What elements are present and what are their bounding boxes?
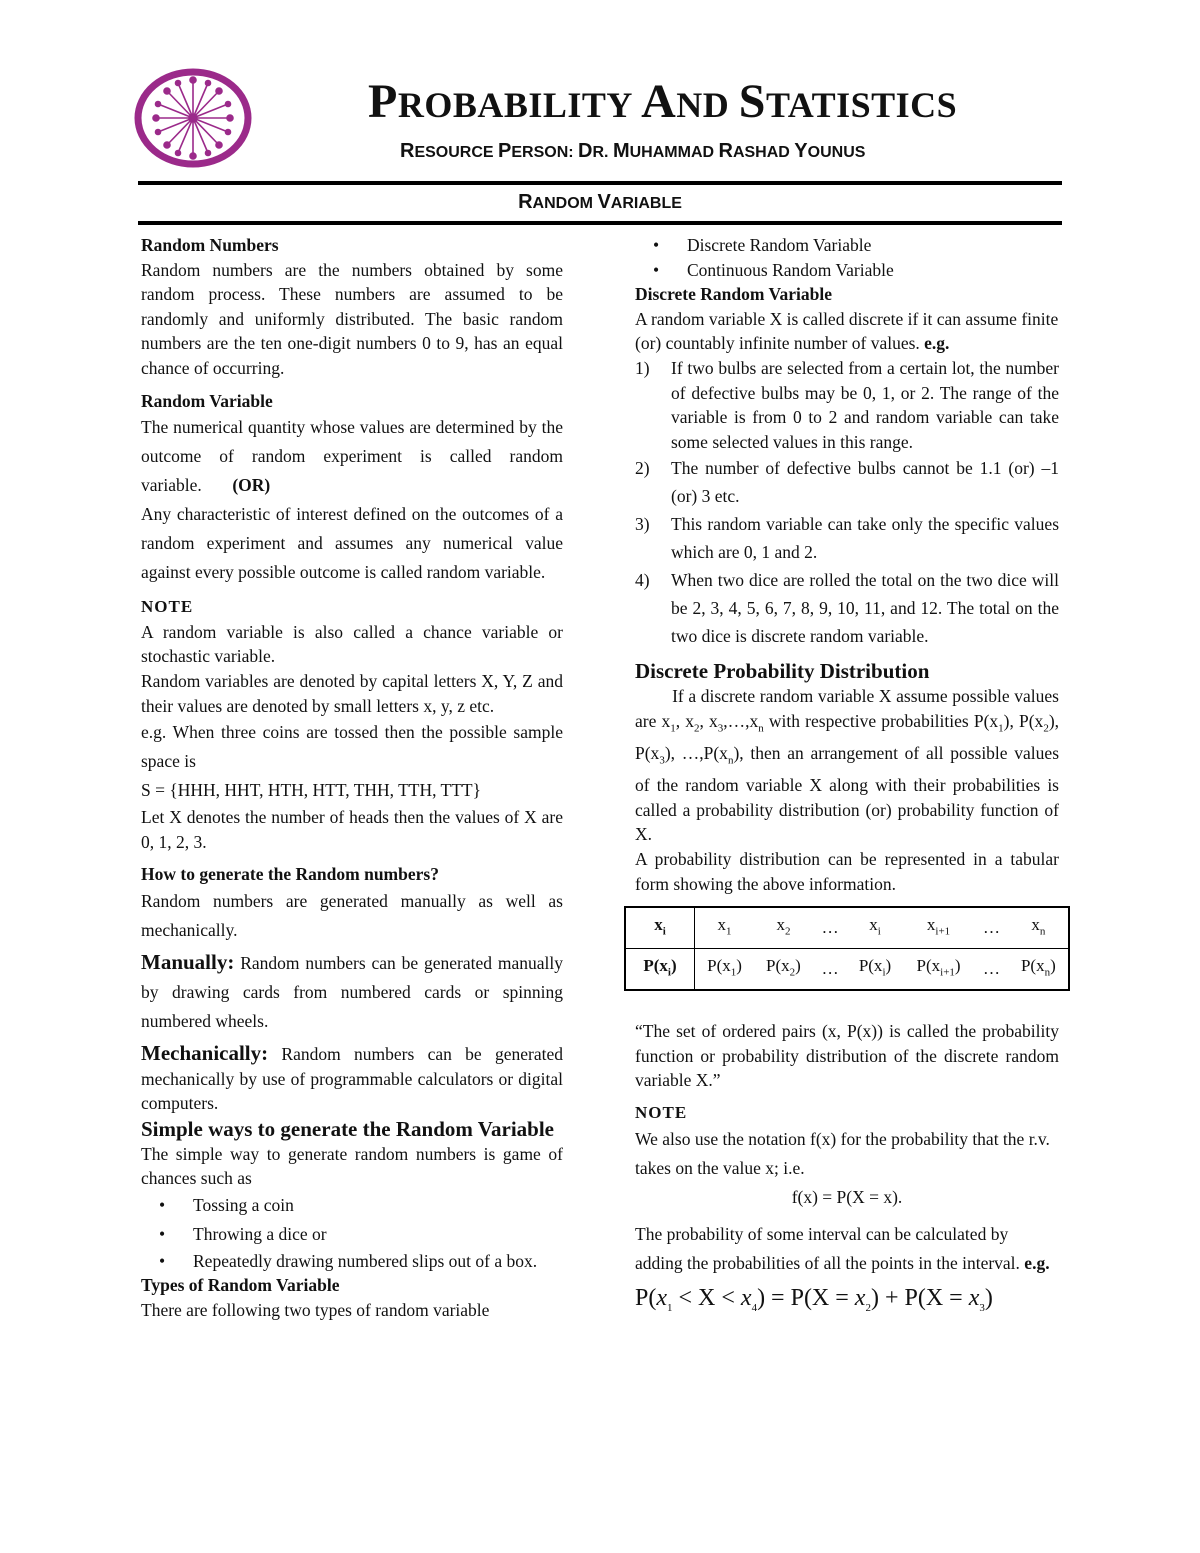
generate-heading: How to generate the Random numbers? bbox=[141, 864, 439, 885]
table-header-cell: $P(x_i)$ bbox=[625, 949, 695, 991]
table-cell: $x_{i+1}$ bbox=[903, 907, 975, 949]
table-cell: … bbox=[813, 907, 847, 949]
distribution-text: If a discrete random variable X assume possible values are $x_1$, $x_2$, $x_3,\dots,x_n$ with respective probabilities $P(x_1)$, $P(x_2)$, $P(x_3)$, $\dots,P(x_n)$, then an arrangement of all possible values of the random variable X along with their probabilities is called a probability distribution (or) probability function of X. bbox=[635, 686, 1060, 845]
distribution-text-2: A probability distribution can be represented in a tabular form showing the above information. bbox=[635, 848, 1059, 894]
note-text-2: Random variables are denoted by capital letters X, Y, Z and their values are denoted by small letters x, y, z etc. bbox=[141, 670, 563, 716]
note-formula: f(x) = P(X = x). bbox=[791, 1187, 903, 1208]
note-text-3: e.g. When three coins are tossed then the possible sample space is bbox=[141, 722, 563, 772]
list-item: • Repeatedly drawing numbered slips out of a box. bbox=[141, 1249, 563, 1274]
right-column bbox=[635, 233, 1059, 1321]
random-variable-alt-definition: Any characteristic of interest defined on the outcomes of a random experiment and assumes any numerical value against every possible outcome is called random variable. bbox=[141, 504, 563, 583]
simple-ways-list bbox=[141, 1191, 563, 1274]
resource-person: RESOURCE PERSON: DR. MUHAMMAD RASHAD YOUNUS bbox=[400, 140, 866, 162]
random-variable-definition: The numerical quantity whose values are determined by the outcome of random experiment is called random variable. (OR) bbox=[141, 417, 563, 496]
types-list bbox=[635, 233, 1059, 282]
list-item: • Tossing a coin bbox=[141, 1191, 563, 1220]
probability-table bbox=[624, 906, 1070, 991]
note-heading: NOTE bbox=[635, 1102, 688, 1122]
generate-text: Random numbers are generated manually as well as mechanically. bbox=[141, 890, 563, 940]
logo-icon bbox=[134, 68, 252, 168]
note-text-1: A random variable is also called a chance variable or stochastic variable. bbox=[141, 621, 563, 667]
table-cell: … bbox=[983, 958, 1001, 978]
simple-ways-heading: Simple ways to generate the Random Variable bbox=[141, 1116, 554, 1141]
table-cell: $P(x_{i+1})$ bbox=[916, 955, 961, 978]
table-cell: $x_1$ bbox=[695, 907, 755, 949]
table-cell: … bbox=[974, 907, 1008, 949]
mechanically-paragraph: Mechanically: Random numbers can be generated mechanically by use of programmable calculators or digital computers. bbox=[141, 1040, 563, 1114]
table-cell: … bbox=[821, 958, 839, 978]
distribution-heading: Discrete Probability Distribution bbox=[635, 659, 930, 684]
quote-text: “The set of ordered pairs (x, P(x)) is called the probability function or probability distribution of the discrete random variable X.” bbox=[635, 1021, 1059, 1091]
table-cell: $P(x_1)$ bbox=[707, 955, 742, 978]
simple-ways-text: The simple way to generate random numbers is game of chances such as bbox=[141, 1143, 563, 1189]
list-item: 1) If two bulbs are selected from a certain lot, the number of defective bulbs may be 0, 1, or 2. The range of the variable is from 0 to 2 and random variable can take some selected values in this range. bbox=[635, 357, 1059, 452]
list-item: 4) When two dice are rolled the total on the two dice will be 2, 3, 4, 5, 6, 7, 8, 9, 10, 11, and 12. The total on the two dice is discrete random variable. bbox=[635, 570, 1059, 647]
list-item: • Throwing a dice or bbox=[141, 1220, 563, 1249]
examples-list bbox=[635, 356, 1059, 650]
list-item: 2) The number of defective bulbs cannot be 1.1 (or) –1 (or) 3 etc. bbox=[635, 458, 1059, 507]
table-cell: $x_n$ bbox=[1009, 907, 1069, 949]
types-text: There are following two types of random variable bbox=[141, 1300, 490, 1321]
list-item: • Discrete Random Variable bbox=[635, 233, 1059, 258]
random-numbers-heading: Random Numbers bbox=[141, 235, 279, 255]
random-numbers-text: Random numbers are the numbers obtained by some random process. These numbers are assumed to be randomly and uniformly distributed. The basic random numbers are the ten one-digit numbers 0 to 9, has an equal chance of occurring. bbox=[141, 259, 563, 378]
types-heading: Types of Random Variable bbox=[141, 1275, 340, 1296]
left-column bbox=[141, 233, 563, 1323]
bottom-divider bbox=[138, 221, 1062, 225]
table-cell: $x_i$ bbox=[847, 907, 903, 949]
top-divider bbox=[138, 181, 1062, 185]
table-row bbox=[625, 907, 1069, 949]
table-row bbox=[625, 949, 1069, 991]
sample-space: S = {HHH, HHT, HTH, HTT, THH, TTH, TTT} bbox=[141, 780, 482, 801]
interval-formula: $P(x_1 < X < x_4) = P(X = x_2) + P(X = x_3)$ bbox=[635, 1285, 993, 1315]
table-cell: $P(x_2)$ bbox=[766, 955, 801, 978]
table-cell: $x_2$ bbox=[754, 907, 813, 949]
list-item: • Continuous Random Variable bbox=[635, 258, 1059, 283]
note-text-4: Let X denotes the number of heads then the values of X are 0, 1, 2, 3. bbox=[141, 807, 563, 852]
list-item: 3) This random variable can take only the specific values which are 0, 1 and 2. bbox=[635, 514, 1059, 563]
note-heading: NOTE bbox=[141, 597, 194, 617]
manually-paragraph: Manually: Random numbers can be generated manually by drawing cards from numbered cards or spinning numbered wheels. bbox=[141, 949, 563, 1031]
table-header-cell: $x_i$ bbox=[625, 907, 695, 949]
topic-heading: RANDOM VARIABLE bbox=[518, 191, 682, 213]
table-cell: $P(x_i)$ bbox=[858, 955, 892, 978]
discrete-rv-heading: Discrete Random Variable bbox=[635, 284, 833, 305]
discrete-rv-text: A random variable X is called discrete if it can assume finite (or) countably infinite number of values. e.g. bbox=[635, 308, 1059, 354]
document-title: PROBABILITY AND STATISTICS bbox=[368, 75, 958, 128]
table-cell: $P(x_n)$ bbox=[1020, 955, 1056, 978]
random-variable-heading: Random Variable bbox=[141, 390, 273, 411]
interval-text: The probability of some interval can be calculated by adding the probabilities of all the points in the interval. e.g. bbox=[635, 1224, 1050, 1274]
note-text: We also use the notation f(x) for the probability that the r.v. takes on the value x; i.e. bbox=[635, 1129, 1050, 1179]
